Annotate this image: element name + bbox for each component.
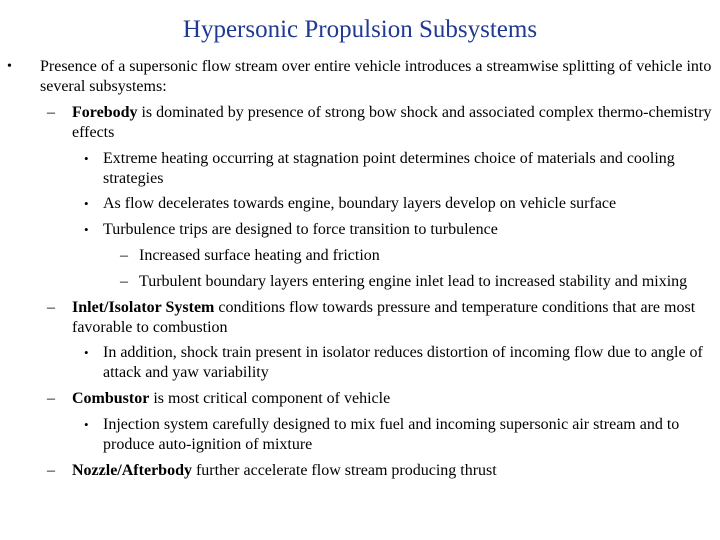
bullet-marker: •: [84, 196, 89, 212]
bullet-marker: •: [84, 222, 89, 238]
dash-marker: –: [47, 103, 55, 121]
bullet-text: Extreme heating occurring at stagnation point determines choice of materials and cooling strategies: [103, 149, 675, 187]
bullet-text: In addition, shock train present in isolator reduces distortion of incoming flow due to angle of attack and yaw variability: [103, 344, 703, 382]
bullet-item: [84, 343, 709, 383]
dash-item: [120, 272, 709, 292]
bullet-bold-term: Nozzle/Afterbody: [72, 461, 192, 479]
bullet-item: [84, 220, 709, 240]
dash-item: [120, 246, 709, 266]
bullet-list: [0, 57, 720, 481]
bullet-text: further accelerate flow stream producing thrust: [191, 461, 497, 479]
bullet-text: Turbulence trips are designed to force transition to turbulence: [103, 221, 498, 239]
bullet-bold-term: Combustor: [72, 390, 150, 408]
bullet-text: is dominated by presence of strong bow shock and associated complex thermo-chemistry effects: [72, 103, 712, 141]
bullet-text: Turbulent boundary layers entering engine inlet lead to increased stability and mixing: [139, 272, 688, 290]
bullet-bold-term: Forebody: [72, 103, 138, 121]
dash-marker: –: [120, 246, 128, 264]
bullet-marker: •: [84, 416, 89, 432]
dash-item: [47, 103, 712, 143]
dash-marker: –: [47, 298, 55, 316]
bullet-marker: •: [84, 150, 89, 166]
dash-item: [47, 461, 712, 481]
bullet-text: Injection system carefully designed to mix fuel and incoming supersonic air stream and to produce auto-ignition of mixture: [103, 415, 680, 453]
bullet-bold-term: Inlet/Isolator System: [72, 298, 215, 316]
dash-marker: –: [120, 272, 128, 290]
slide-title: Hypersonic Propulsion Subsystems: [182, 16, 538, 43]
dash-item: [47, 298, 712, 338]
bullet-text: conditions flow towards pressure and temperature conditions that are most favorable to combustion: [72, 298, 696, 336]
bullet-item: [84, 194, 709, 214]
dash-item: [47, 389, 712, 409]
bullet-text: As flow decelerates towards engine, boundary layers develop on vehicle surface: [103, 195, 617, 213]
bullet-marker: •: [7, 59, 12, 74]
bullet-text: is most critical component of vehicle: [149, 390, 391, 408]
bullet-text: Increased surface heating and friction: [139, 246, 380, 264]
bullet-item: [84, 415, 709, 455]
bullet-item: [84, 149, 709, 189]
bullet-text: Presence of a supersonic flow stream over entire vehicle introduces a streamwise splitting of vehicle into several subsystems:: [40, 58, 712, 95]
dash-marker: –: [47, 461, 55, 479]
dash-marker: –: [47, 390, 55, 408]
bullet-item: [7, 57, 712, 97]
bullet-marker: •: [84, 345, 89, 361]
